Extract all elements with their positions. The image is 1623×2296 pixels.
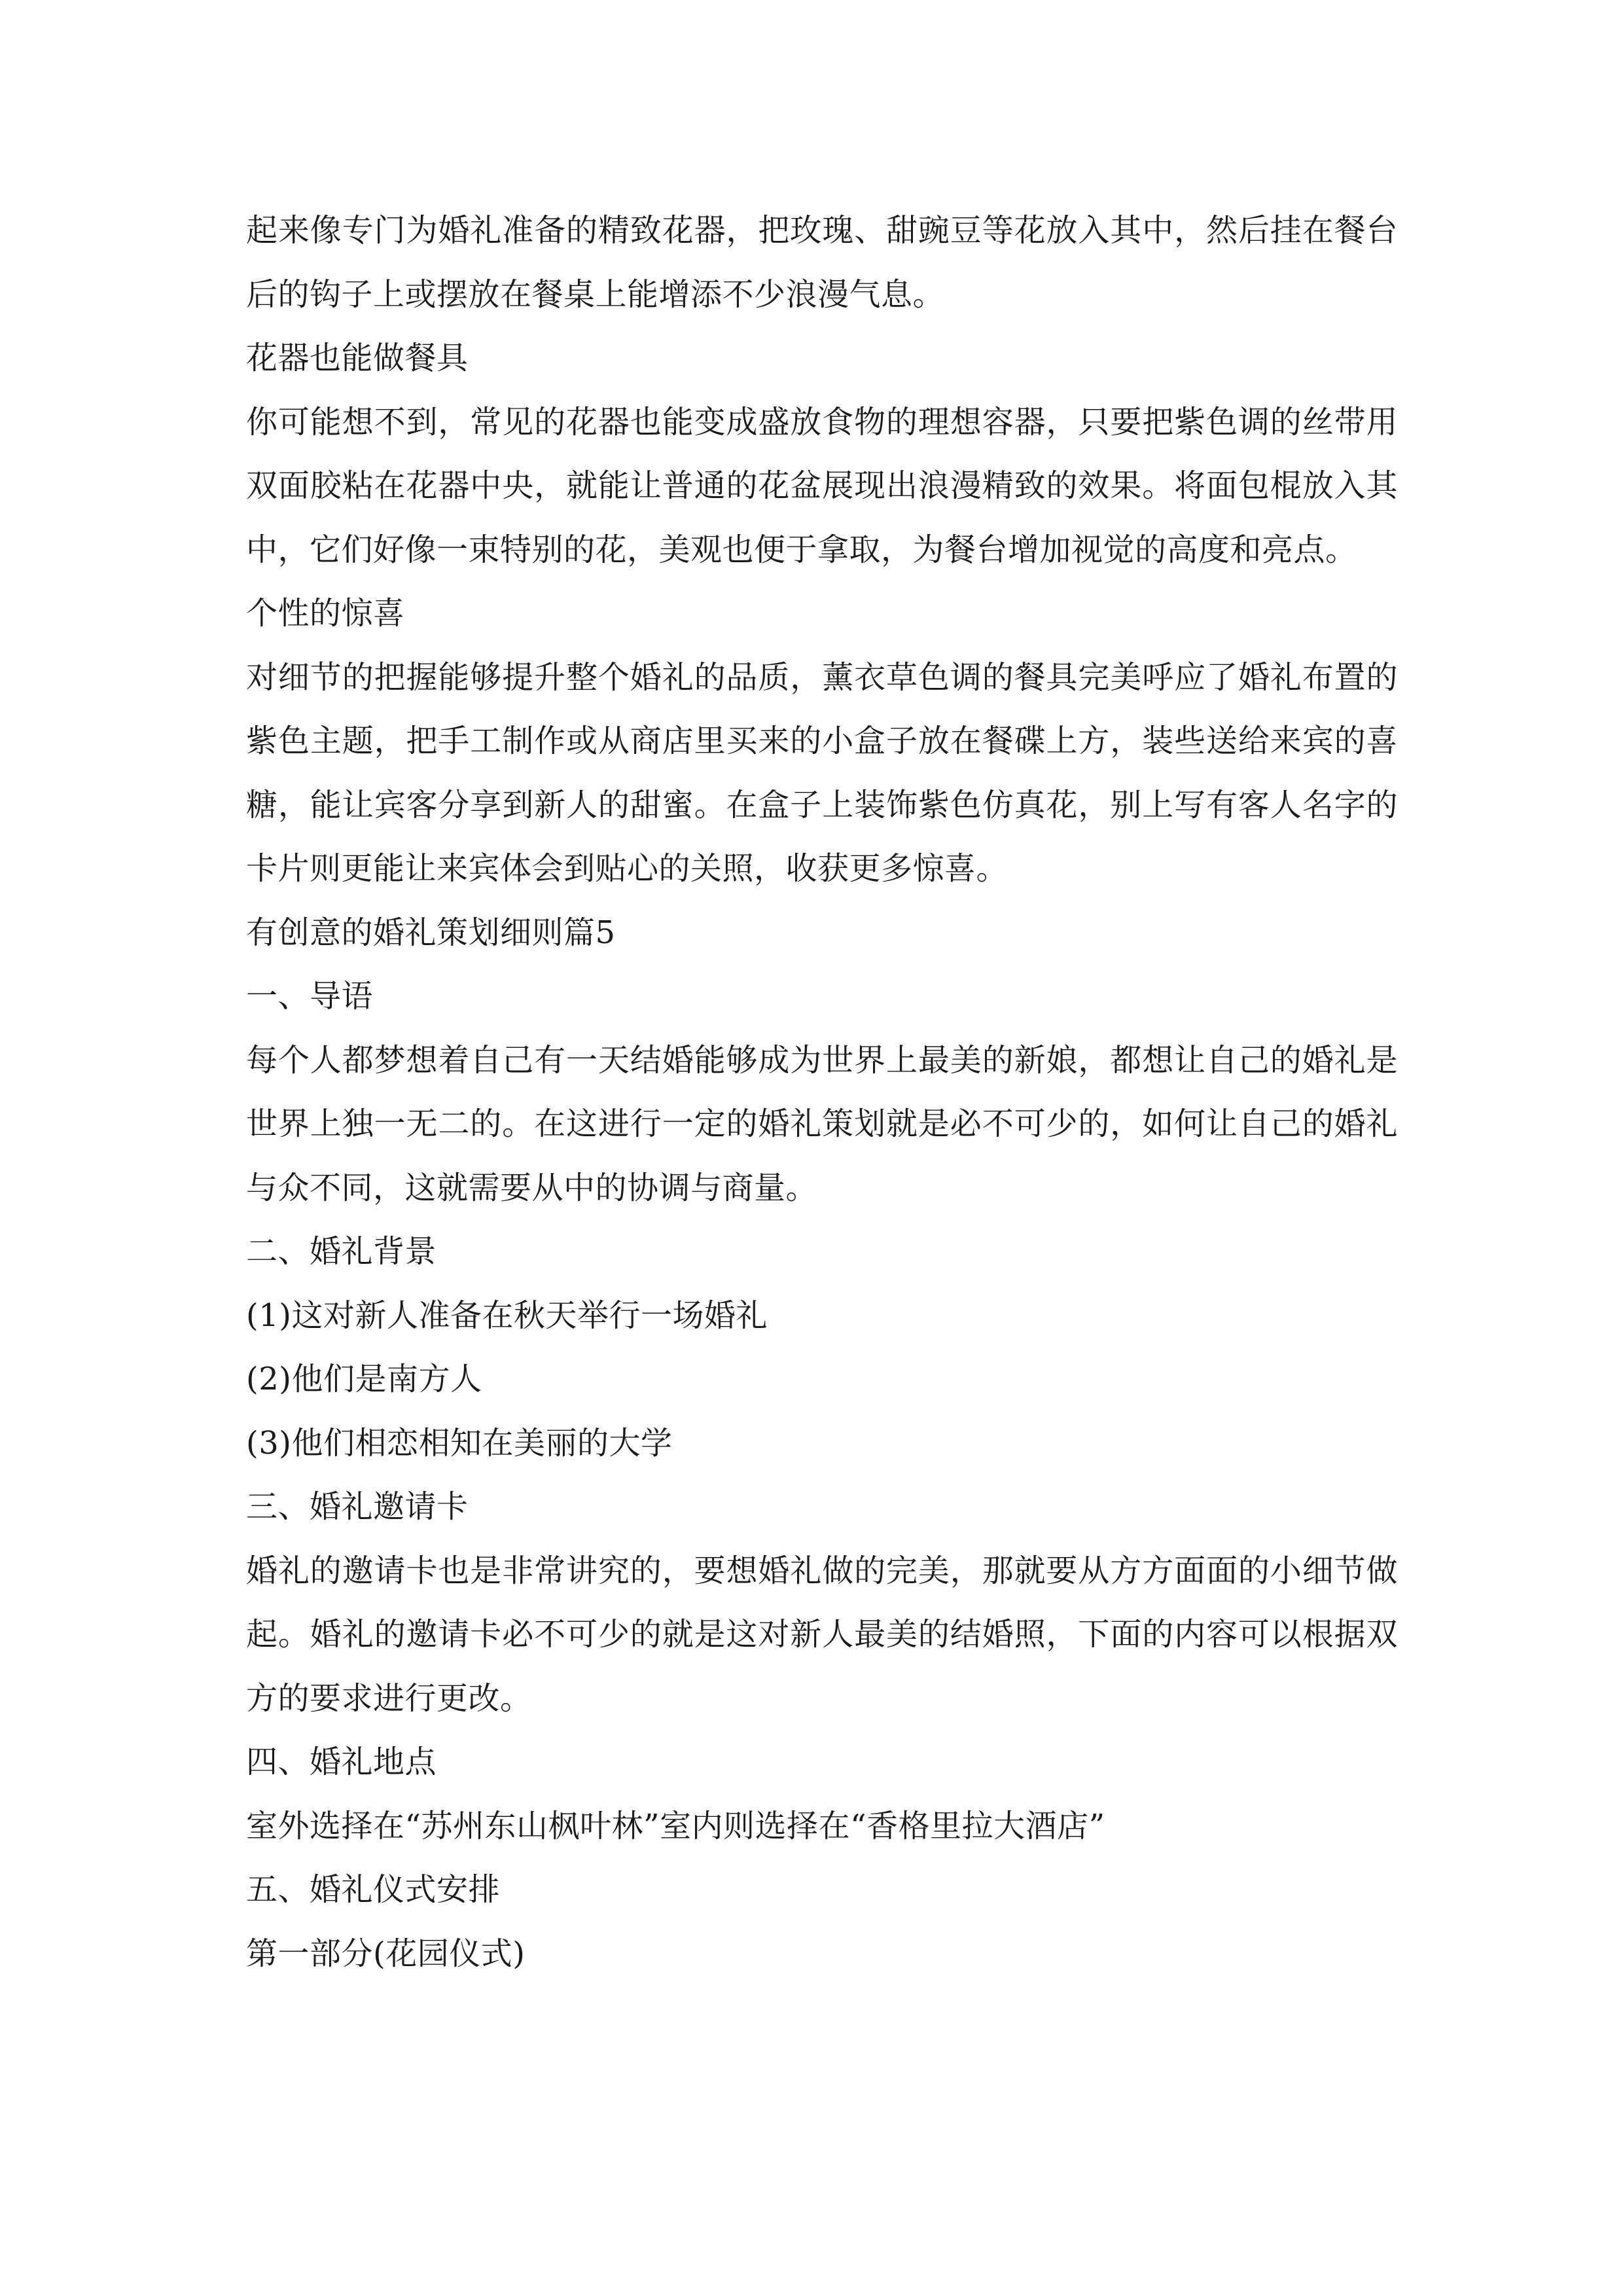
document-body: [246, 199, 1398, 1986]
heading-vase-as-tableware: 花器也能做餐具: [246, 340, 469, 376]
section-title-part-5: 有创意的婚礼策划细则篇5: [246, 914, 616, 951]
list-item-background-3: (3)他们相恋相知在美丽的大学: [246, 1424, 673, 1462]
list-item-background-1: (1)这对新人准备在秋天举行一场婚礼: [246, 1297, 768, 1334]
paragraph-vase-as-tableware: 你可能想不到，常见的花器也能变成盛放食物的理想容器，只要把紫色调的丝带用双面胶粘在花器中央，就能让普通的花盆展现出浪漫精致的效果。将面包棍放入其中，它们好像一束特别的花，美观也便于拿取，为餐台增加视觉的高度和亮点。: [246, 403, 1398, 568]
heading-introduction: 一、导语: [246, 978, 374, 1014]
paragraph-introduction: 每个人都梦想着自己有一天结婚能够成为世界上最美的新娘，都想让自己的婚礼是世界上独一无二的。在这进行一定的婚礼策划就是必不可少的，如何让自己的婚礼与众不同，这就需要从中的协调与商量。: [246, 1041, 1398, 1206]
heading-wedding-venue: 四、婚礼地点: [246, 1744, 437, 1780]
heading-personal-surprise: 个性的惊喜: [246, 595, 405, 632]
subheading-garden-ceremony: 第一部分(花园仪式): [246, 1935, 526, 1972]
paragraph-floral-vessel-continued: 起来像专门为婚礼准备的精致花器，把玫瑰、甜豌豆等花放入其中，然后挂在餐台后的钩子上或摆放在餐桌上能增添不少浪漫气息。: [246, 212, 1398, 313]
heading-invitation-card: 三、婚礼邀请卡: [246, 1488, 469, 1525]
heading-ceremony-schedule: 五、婚礼仪式安排: [246, 1871, 501, 1908]
list-item-background-2: (2)他们是南方人: [246, 1361, 482, 1397]
heading-wedding-background: 二、婚礼背景: [246, 1233, 437, 1270]
paragraph-wedding-venue: 室外选择在“苏州东山枫叶林”室内则选择在“香格里拉大酒店”: [246, 1807, 1105, 1844]
paragraph-invitation-card: 婚礼的邀请卡也是非常讲究的，要想婚礼做的完美，那就要从方方面面的小细节做起。婚礼的邀请卡必不可少的就是这对新人最美的结婚照，下面的内容可以根据双方的要求进行更改。: [246, 1552, 1398, 1717]
paragraph-personal-surprise: 对细节的把握能够提升整个婚礼的品质，薰衣草色调的餐具完美呼应了婚礼布置的紫色主题，把手工制作或从商店里买来的小盒子放在餐碟上方，装些送给来宾的喜糖，能让宾客分享到新人的甜蜜。在盒子上装饰紫色仿真花，别上写有客人名字的卡片则更能让来宾体会到贴心的关照，收获更多惊喜。: [246, 658, 1398, 887]
